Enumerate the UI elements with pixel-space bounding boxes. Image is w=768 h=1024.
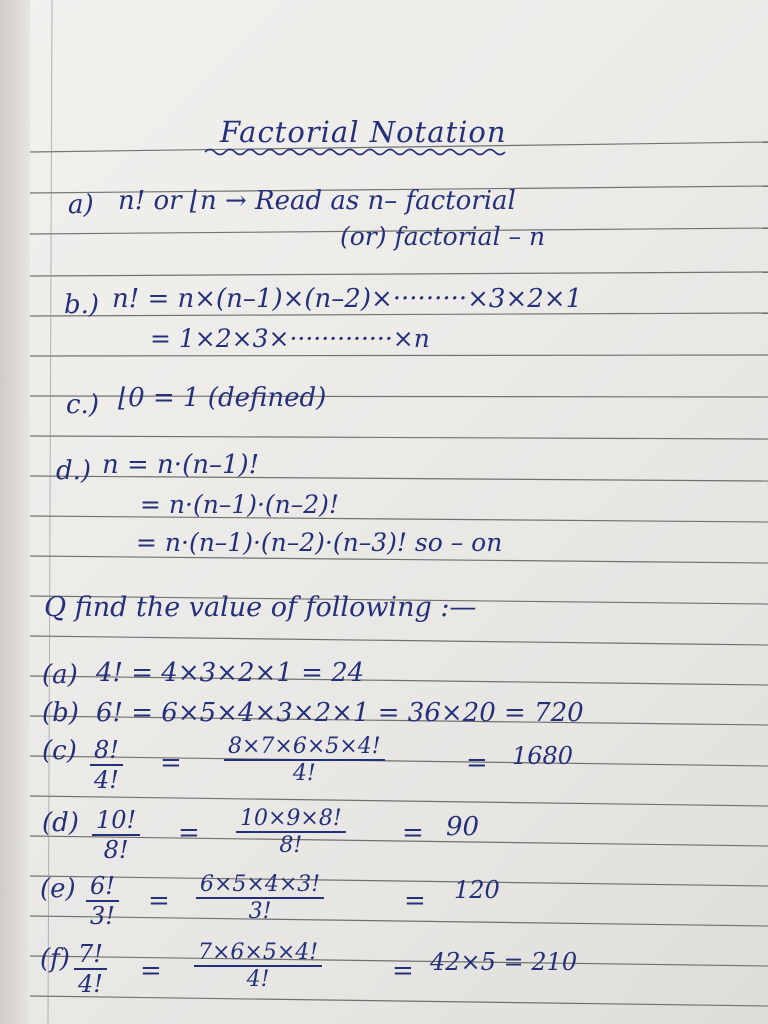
problem-c-work-num: 8×7×6×5×4! [224, 734, 385, 761]
problem-c-equals: = [160, 748, 182, 778]
problem-c-work-den: 4! [292, 761, 316, 786]
problem-f-fraction [74, 940, 107, 998]
problem-e-den: 3! [90, 902, 115, 930]
problem-f-equals-2: = [392, 956, 414, 986]
problem-a-label: (a) [42, 660, 78, 690]
problem-d-num: 10! [92, 806, 140, 836]
problem-d-equals-2: = [402, 818, 424, 848]
def-a-line1: n! or ⌊n → Read as n– factorial [118, 186, 516, 216]
problem-e-equals-2: = [404, 886, 426, 916]
problem-b-label: (b) [42, 698, 79, 728]
page-title: Factorial Notation [220, 115, 507, 149]
problem-d-equals: = [178, 818, 200, 848]
problem-d-fraction [92, 806, 140, 864]
problem-b-text: 6! = 6×5×4×3×2×1 = 36×20 = 720 [96, 698, 584, 728]
def-b-line2: = 1×2×3×·············×n [150, 324, 430, 353]
def-c-line1: ⌊0 = 1 (defined) [118, 383, 327, 413]
problem-f-equals: = [140, 956, 162, 986]
problem-f-work-num: 7×6×5×4! [194, 940, 322, 967]
problem-e-num: 6! [86, 872, 119, 902]
problem-d-den: 8! [103, 836, 129, 864]
def-c-label: c.) [66, 390, 99, 420]
def-a-label: a) [68, 190, 94, 220]
problem-d-label: (d) [42, 808, 79, 838]
def-d-line1: n = n·(n–1)! [102, 450, 260, 480]
problem-d-work-den: 8! [279, 833, 303, 858]
problem-e-fraction [86, 872, 119, 930]
problem-c-den: 4! [94, 766, 119, 794]
problem-c-result: 1680 [512, 742, 574, 770]
problem-e-work [196, 872, 324, 924]
problem-c-work [224, 734, 385, 786]
problem-c-equals-2: = [466, 748, 488, 778]
problem-f-num: 7! [74, 940, 107, 970]
problem-a-text: 4! = 4×3×2×1 = 24 [96, 658, 365, 688]
def-b-line1: n! = n×(n–1)×(n–2)×·········×3×2×1 [112, 284, 583, 314]
problem-e-result: 120 [454, 876, 500, 904]
problem-f-label: (f) [40, 944, 70, 974]
problem-e-equals: = [148, 886, 170, 916]
problem-c-num: 8! [90, 736, 123, 766]
problem-f-work [194, 940, 322, 992]
def-d-label: d.) [56, 456, 92, 486]
def-d-line3: = n·(n–1)·(n–2)·(n–3)! so – on [136, 528, 503, 557]
def-b-label: b.) [64, 290, 100, 320]
problem-c-fraction [90, 736, 123, 794]
question-heading: Q find the value of following :— [44, 592, 477, 623]
problem-e-label: (e) [40, 874, 76, 904]
problem-f-den: 4! [78, 970, 103, 998]
problem-f-work-den: 4! [246, 967, 270, 992]
problem-d-work [236, 806, 346, 858]
problem-f-result: 42×5 = 210 [430, 948, 578, 976]
problem-e-work-num: 6×5×4×3! [196, 872, 324, 899]
problem-e-work-den: 3! [248, 899, 272, 924]
def-a-line2: (or) factorial – n [340, 222, 546, 251]
problem-c-label: (c) [42, 736, 77, 766]
problem-d-result: 90 [446, 812, 480, 842]
problem-d-work-num: 10×9×8! [236, 806, 346, 833]
def-d-line2: = n·(n–1)·(n–2)! [140, 490, 339, 519]
